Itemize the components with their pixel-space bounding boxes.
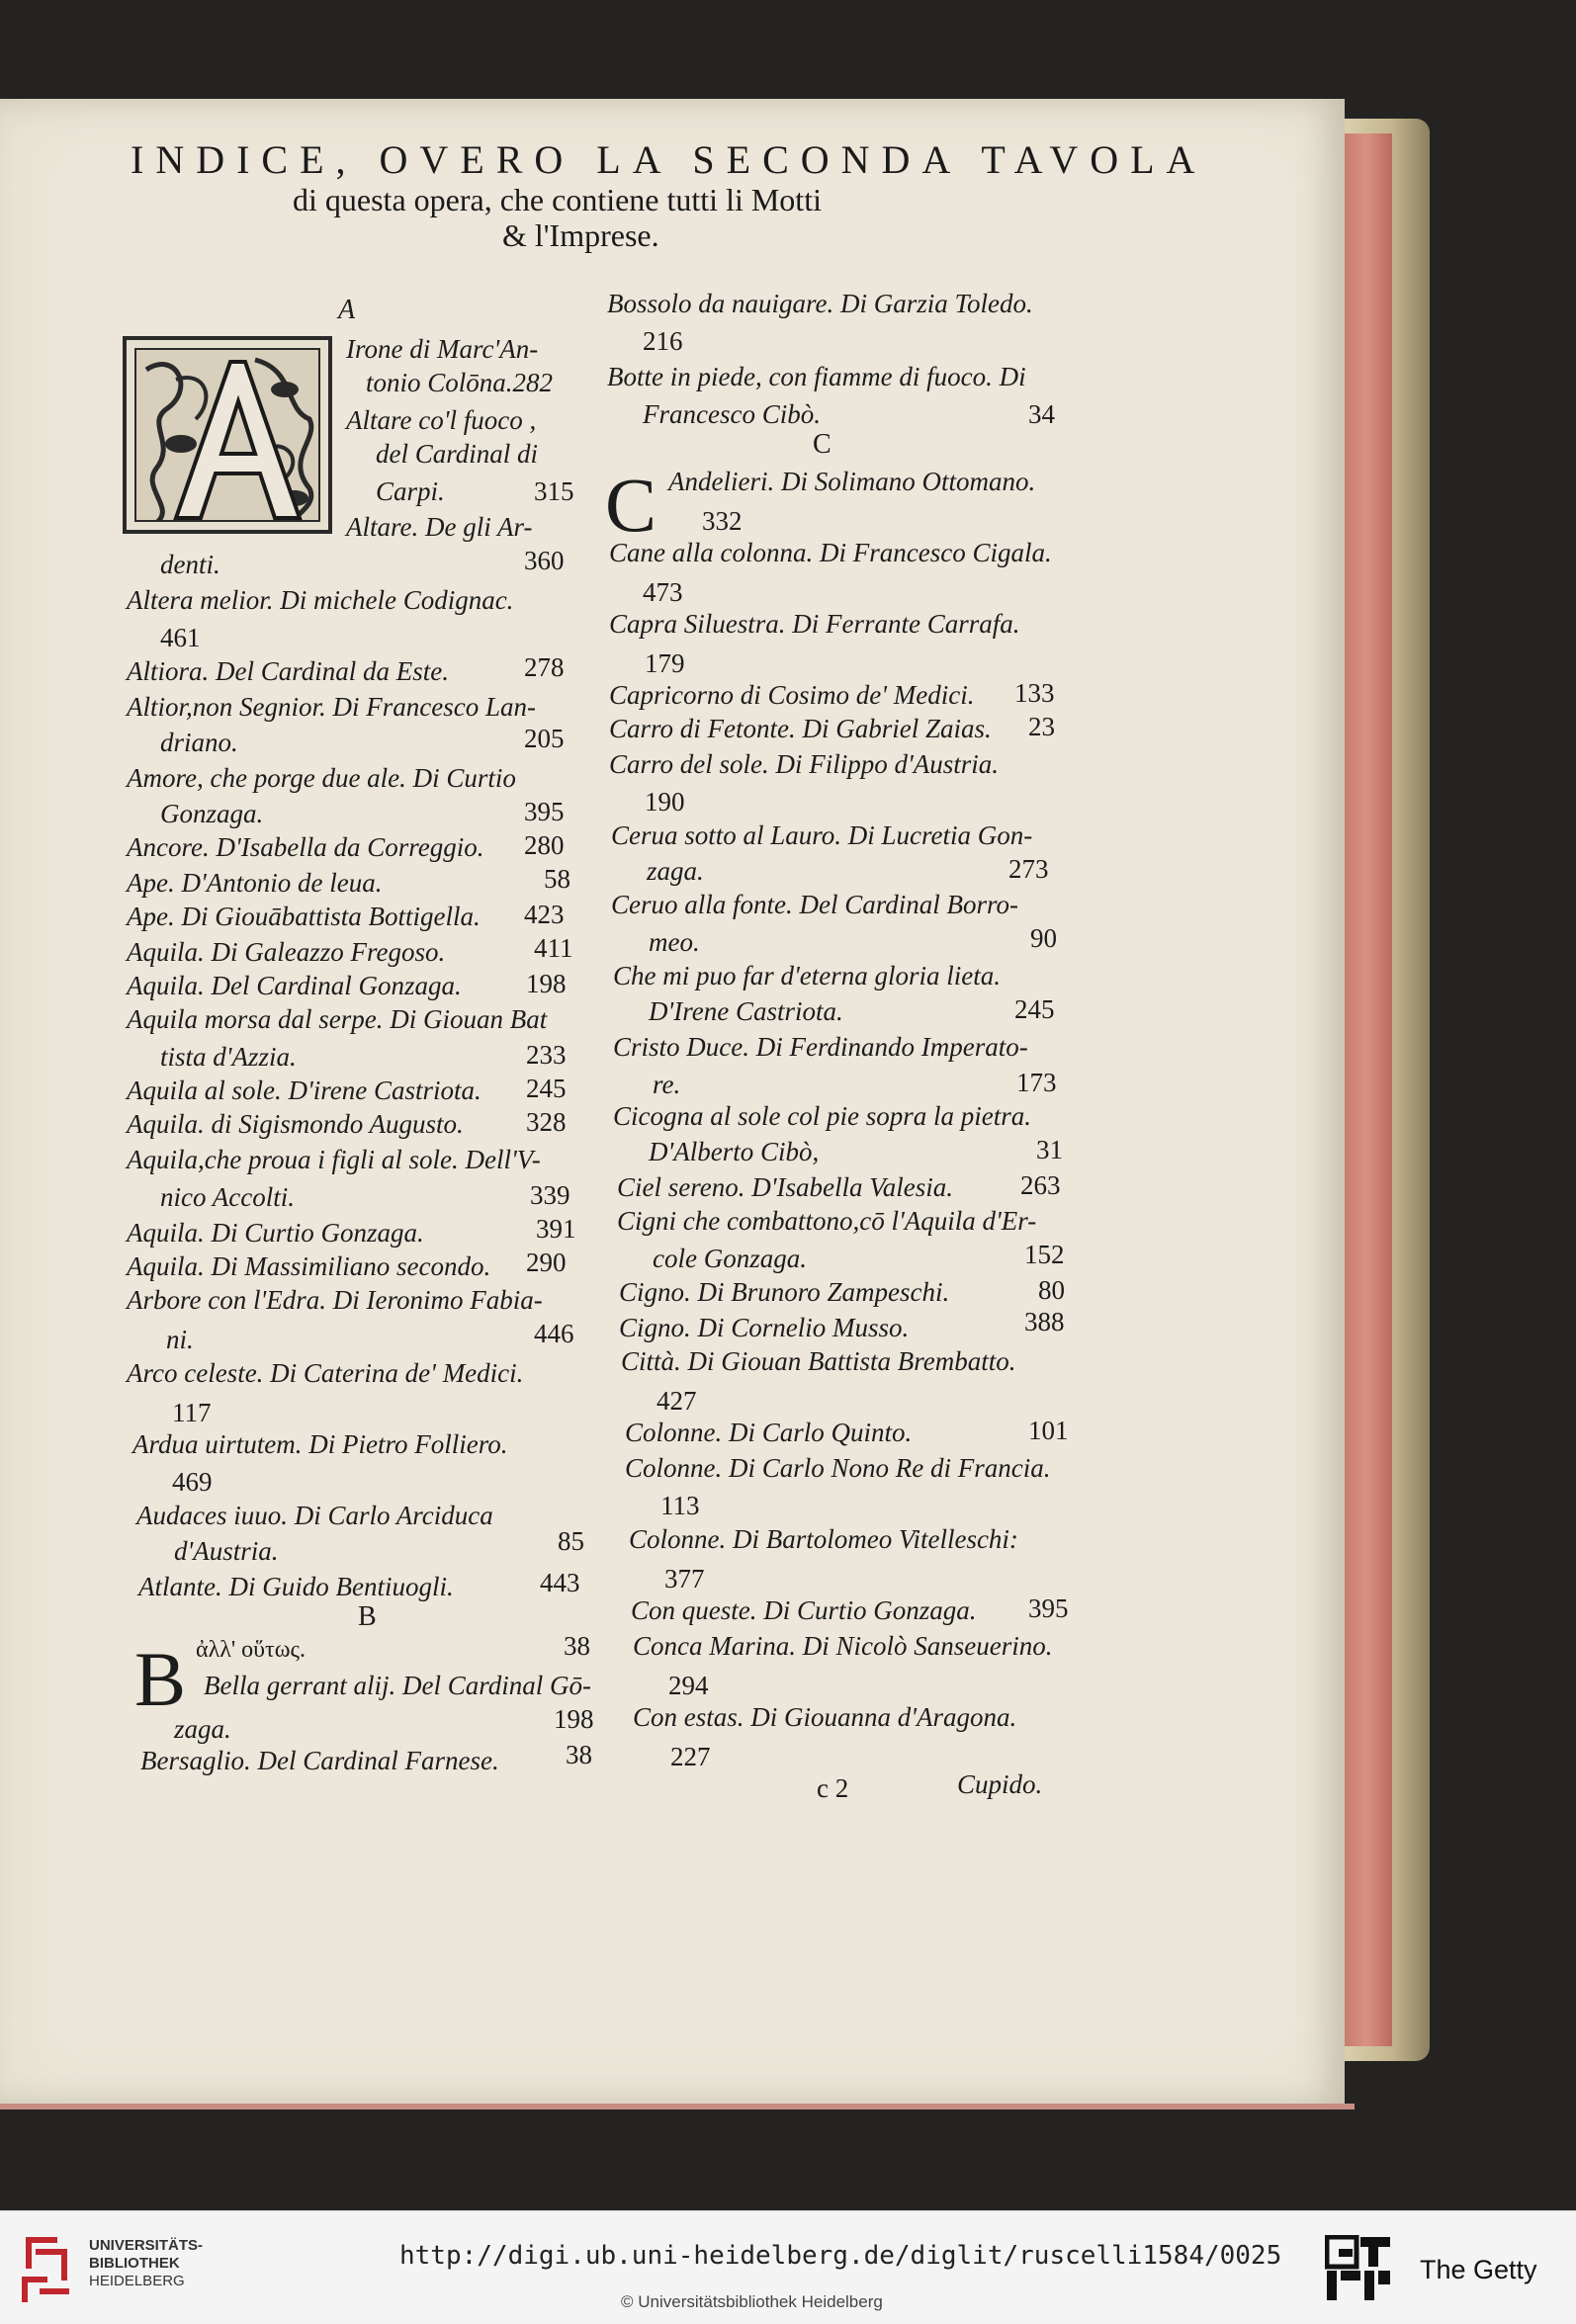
entry-line: Conca Marina. Di Nicolò Sanseuerino. [633,1631,1053,1661]
entry-line: tista d'Azzia. [160,1042,297,1072]
entry-line: Capra Siluestra. Di Ferrante Carrafa. [609,609,1020,639]
signature-mark: c 2 [817,1773,849,1803]
entry-line: Aquila. Di Galeazzo Fregoso. [127,937,446,967]
entry-line: ni. [166,1325,194,1354]
entry-line: Altiora. Del Cardinal da Este. [127,656,449,686]
entry-line: driano. [160,728,238,757]
page-number: 332 [702,506,743,536]
entry-line: Altare co'l fuoco , [346,405,537,435]
index-title: INDICE, OVERO LA SECONDA TAVOLA [131,137,1207,182]
entry-line: nico Accolti. [160,1182,295,1212]
page-number: 205 [524,724,565,753]
entry-line: Che mi puo far d'eterna gloria lieta. [613,961,1002,990]
page-number: 113 [660,1491,700,1520]
entry-line: Gonzaga. [160,799,264,828]
page-number: 388 [1024,1307,1065,1336]
entry-line: Cristo Duce. Di Ferdinando Imperato- [613,1032,1028,1062]
library-name-line: BIBLIOTHEK [89,2255,180,2272]
entry-line: Ancore. D'Isabella da Correggio. [127,832,484,862]
page-number: 133 [1014,678,1055,708]
page-number: 233 [526,1040,567,1070]
entry-line: Audaces iuuo. Di Carlo Arciduca [136,1501,493,1530]
big-initial-c: C [605,462,657,548]
entry-line: Colonne. Di Carlo Nono Re di Francia. [625,1453,1051,1483]
entry-line: Cicogna al sole col pie sopra la pietra. [613,1101,1031,1131]
page-number: 90 [1030,923,1057,953]
entry-line: Altare. De gli Ar- [346,512,533,542]
entry-line: Ardua uirtutem. Di Pietro Folliero. [132,1429,508,1459]
entry-line: zaga. [647,856,704,886]
viewer-footer [0,2210,1576,2324]
page-number: 469 [172,1467,213,1497]
permalink-url[interactable]: http://digi.ub.uni-heidelberg.de/diglit/ruscelli1584/0025 [399,2241,1282,2271]
page-number: 443 [540,1568,580,1597]
catchword: Cupido. [957,1769,1043,1799]
entry-line: Cigno. Di Brunoro Zampeschi. [619,1277,950,1307]
getty-logo-icon [1325,2235,1392,2302]
entry-line: Ciel sereno. D'Isabella Valesia. [617,1172,953,1202]
entry-line: Altera melior. Di michele Codignac. [127,585,514,615]
entry-line: Con queste. Di Curtio Gonzaga. [631,1595,977,1625]
section-letter-a: A [338,295,356,325]
page-number: 34 [1028,399,1055,429]
entry-line: D'Irene Castriota. [649,996,843,1026]
page-number: 395 [1028,1593,1069,1623]
entry-line: Ceruo alla fonte. Del Cardinal Borro- [611,890,1018,919]
page-number: 290 [526,1248,567,1277]
page-number: 117 [172,1398,212,1427]
getty-name: The Getty [1420,2255,1537,2284]
entry-line: Ape. D'Antonio de leua. [127,868,383,898]
copyright-notice: © Universitätsbibliothek Heidelberg [621,2292,883,2311]
page-number: 179 [645,648,685,678]
page-number: 446 [534,1319,574,1348]
floral-ornament-icon [136,350,320,522]
page-number: 473 [643,577,683,607]
page-number: 278 [524,652,565,682]
page-number: 245 [526,1074,567,1103]
page-number: 339 [530,1180,570,1210]
entry-line: Andelieri. Di Solimano Ottomano. [668,467,1036,496]
page-number: 198 [554,1704,594,1734]
entry-line: Bossolo da nauigare. Di Garzia Toledo. [607,289,1033,318]
page-number: 315 [534,476,574,506]
page-number: 328 [526,1107,567,1137]
entry-line: Con estas. Di Giouanna d'Aragona. [633,1702,1017,1732]
page-number: 38 [566,1740,592,1769]
page-number: 423 [524,900,565,929]
entry-line: Cigni che combattono,cō l'Aquila d'Er- [617,1206,1037,1236]
page-number: 31 [1036,1135,1063,1164]
index-subtitle-end: & l'Imprese. [502,217,659,253]
page-number: 377 [664,1564,705,1593]
page-number: 227 [670,1742,711,1771]
page-number: 38 [564,1631,590,1661]
page-number: 58 [544,864,570,894]
entry-line: tonio Colōna.282 [366,368,554,397]
entry-line: Colonne. Di Bartolomeo Vitelleschi: [629,1524,1018,1554]
entry-line: Atlante. Di Guido Bentiuogli. [138,1572,454,1601]
entry-line: Carro di Fetonte. Di Gabriel Zaias. [609,714,992,743]
page-number: 216 [643,326,683,356]
entry-line: denti. [160,550,220,579]
entry-line: Bella gerrant alij. Del Cardinal Gō- [204,1671,591,1700]
section-letter-b: B [358,1601,377,1632]
library-name-line: UNIVERSITÄTS- [89,2237,204,2254]
entry-line: meo. [649,927,700,957]
page-number: 101 [1028,1416,1069,1445]
entry-line: Aquila morsa dal serpe. Di Giouan Bat [127,1004,548,1034]
entry-line: Aquila al sole. D'irene Castriota. [127,1076,482,1105]
page-number: 190 [645,787,685,817]
entry-line: Aquila. Del Cardinal Gonzaga. [127,971,462,1000]
entry-line: re. [653,1070,681,1099]
page-number: 280 [524,830,565,860]
decorated-initial-a [123,336,332,534]
entry-line: Aquila,che proua i figli al sole. Dell'V- [127,1145,541,1174]
page-number: 411 [534,933,573,963]
entry-line: Botte in piede, con fiamme di fuoco. Di [607,362,1026,391]
entry-line: ἀλλ' οὕτως. [196,1637,306,1663]
entry-line: D'Alberto Cibò, [649,1137,820,1166]
entry-line: Arbore con l'Edra. Di Ieronimo Fabia- [127,1285,543,1315]
page-number: 85 [558,1526,584,1556]
page-number: 23 [1028,712,1055,741]
page-number: 263 [1020,1170,1061,1200]
entry-line: del Cardinal di [376,439,539,469]
index-subtitle: di questa opera, che contiene tutti li Motti [293,182,822,217]
entry-line: Ape. Di Giouābattista Bottigella. [127,902,481,931]
page-number: 395 [524,797,565,826]
entry-line: d'Austria. [174,1536,279,1566]
entry-line: Francesco Cibò. [643,399,821,429]
entry-line: Carpi. [376,476,445,506]
entry-line: Aquila. Di Curtio Gonzaga. [127,1218,424,1248]
entry-line: Aquila. di Sigismondo Augusto. [127,1109,464,1139]
page-number: 198 [526,969,567,998]
page-number: 427 [657,1386,697,1416]
university-library-name [89,2237,203,2290]
page-number: 80 [1038,1275,1065,1305]
entry-line: Altior,non Segnior. Di Francesco Lan- [127,692,536,722]
page-number: 152 [1024,1240,1065,1269]
entry-line: Cerua sotto al Lauro. Di Lucretia Gon- [611,820,1033,850]
page-number: 391 [536,1214,576,1244]
page-number: 360 [524,546,565,575]
entry-line: Arco celeste. Di Caterina de' Medici. [127,1358,524,1388]
page-number: 273 [1008,854,1049,884]
page-number: 461 [160,623,201,652]
page-bottom-edge [0,2104,1355,2109]
entry-line: cole Gonzaga. [653,1244,807,1273]
big-initial-b: B [134,1636,187,1722]
entry-line: Cane alla colonna. Di Francesco Cigala. [609,538,1052,567]
page-number: 245 [1014,994,1055,1024]
section-letter-c: C [813,429,832,460]
page-number: 294 [668,1671,709,1700]
entry-line: Capricorno di Cosimo de' Medici. [609,680,975,710]
entry-line: Cigno. Di Cornelio Musso. [619,1313,910,1342]
entry-line: Carro del sole. Di Filippo d'Austria. [609,749,1000,779]
entry-line: Colonne. Di Carlo Quinto. [625,1418,913,1447]
entry-line: Amore, che porge due ale. Di Curtio [127,763,516,793]
page-number: 173 [1016,1068,1057,1097]
entry-line: zaga. [174,1714,231,1744]
entry-line: Bersaglio. Del Cardinal Farnese. [140,1746,499,1775]
entry-line: Aquila. Di Massimiliano secondo. [127,1251,491,1281]
entry-line: Città. Di Giouan Battista Brembatto. [621,1346,1016,1376]
entry-line: Irone di Marc'An- [346,334,539,364]
book-page-edge [1341,133,1392,2046]
university-library-logo-icon [18,2229,73,2306]
library-name-line: HEIDELBERG [89,2273,185,2289]
